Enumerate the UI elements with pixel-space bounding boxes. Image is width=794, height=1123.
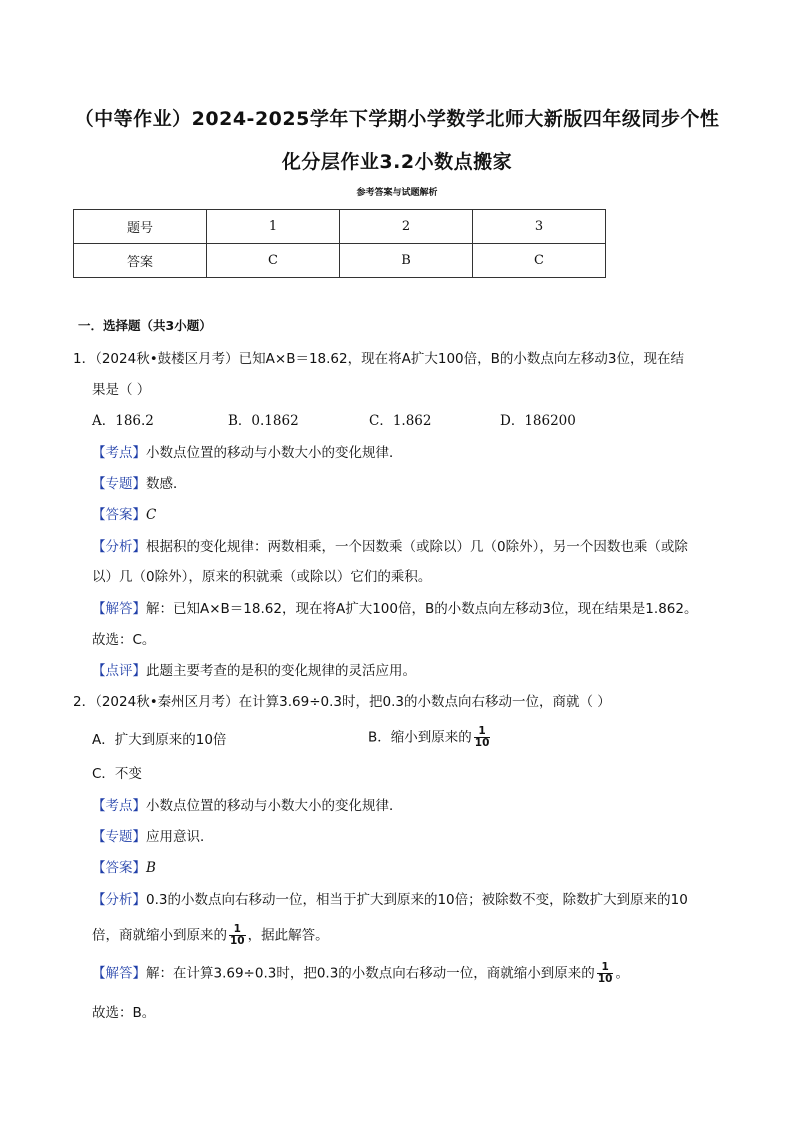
q2-jieda-fraction bbox=[597, 962, 614, 985]
q2-option-b bbox=[368, 726, 492, 749]
q2-fenxi-text-3: ，据此解答。 bbox=[247, 927, 329, 944]
q1-stem-line-1: 1．（2024秋•鼓楼区月考）已知A×B＝18.62，现在将A扩大100倍，B的小数点向左移动3位，现在结 bbox=[73, 351, 684, 367]
doc-title-line-2: 化分层作业3.2小数点搬家 bbox=[281, 151, 513, 173]
q1-zhuanti bbox=[92, 474, 187, 494]
q1-fenxi-tag: 【分析】 bbox=[92, 539, 146, 555]
q2-fenxi-fraction bbox=[229, 924, 246, 947]
q1-daan-tag: 【答案】 bbox=[92, 507, 146, 523]
q1-dianping bbox=[92, 661, 416, 681]
q1-dianping-tag: 【点评】 bbox=[92, 663, 146, 679]
q1-dianping-text: 此题主要考查的是积的变化规律的灵活应用。 bbox=[146, 663, 416, 679]
q2-fenxi-text-2: 倍，商就缩小到原来的 bbox=[92, 927, 227, 944]
fraction-denominator: 10 bbox=[474, 737, 490, 749]
q1-stem-line-2: 果是（ ） bbox=[92, 382, 151, 398]
q1-jieda-text: 解：已知A×B＝18.62，现在将A扩大100倍，B的小数点向左移动3位，现在结果是1.862。 bbox=[146, 601, 698, 617]
q2-jieda-tag: 【解答】 bbox=[92, 965, 146, 982]
q1-kaodian-text: 小数点位置的移动与小数大小的变化规律． bbox=[146, 445, 403, 461]
doc-title-line-1: （中等作业）2024-2025学年下学期小学数学北师大新版四年级同步个性 bbox=[74, 108, 720, 130]
answer-table-number: 3 bbox=[473, 210, 606, 244]
q2-zhuanti-tag: 【专题】 bbox=[92, 829, 146, 845]
q1-option-c: C．1.862 bbox=[369, 413, 432, 429]
q1-daan bbox=[92, 505, 156, 525]
q1-jieda bbox=[92, 599, 697, 619]
q1-zhuanti-tag: 【专题】 bbox=[92, 476, 146, 492]
answer-table-answer: B bbox=[340, 244, 473, 278]
q2-jieda-text: 解：在计算3.69÷0.3时，把0.3的小数点向右移动一位，商就缩小到原来的 bbox=[146, 965, 595, 982]
q2-daan-tag: 【答案】 bbox=[92, 860, 146, 876]
q2-kaodian-tag: 【考点】 bbox=[92, 798, 146, 814]
q1-kaodian-tag: 【考点】 bbox=[92, 445, 146, 461]
q1-daan-text: C bbox=[146, 507, 157, 523]
answer-table-header-row bbox=[74, 210, 606, 244]
q2-daan-text: B bbox=[146, 860, 156, 876]
q2-option-a: A．扩大到原来的10倍 bbox=[92, 732, 227, 748]
fraction-numerator: 1 bbox=[597, 962, 614, 974]
q1-kaodian bbox=[92, 443, 403, 463]
section-title: 一．选择题（共3小题） bbox=[78, 318, 212, 333]
answer-table-answer: C bbox=[473, 244, 606, 278]
answer-table-answer-row bbox=[74, 244, 606, 278]
q1-zhuanti-text: 数感． bbox=[146, 476, 187, 492]
fraction-denominator: 10 bbox=[597, 973, 613, 985]
answer-table-answer-label: 答案 bbox=[74, 244, 207, 278]
q2-kaodian-text: 小数点位置的移动与小数大小的变化规律． bbox=[146, 798, 403, 814]
q1-fenxi-line-1 bbox=[92, 537, 688, 557]
q2-fenxi-tag: 【分析】 bbox=[92, 892, 146, 908]
q1-option-a: A．186.2 bbox=[92, 413, 154, 429]
q1-option-b: B．0.1862 bbox=[228, 413, 299, 429]
q2-zhuanti-text: 应用意识． bbox=[146, 829, 214, 845]
q1-option-d: D．186200 bbox=[500, 413, 576, 429]
q1-fenxi-line-2: 以）几（0除外），原来的积就乘（或除以）它们的乘积。 bbox=[92, 569, 432, 585]
q1-fenxi-text-1: 根据积的变化规律：两数相乘，一个因数乘（或除以）几（0除外），另一个因数也乘（或除 bbox=[146, 539, 688, 555]
fraction-numerator: 1 bbox=[229, 924, 246, 936]
q2-jieda-text-end: 。 bbox=[615, 965, 629, 982]
answer-table bbox=[73, 209, 606, 278]
q2-option-b-text: B．缩小到原来的 bbox=[368, 729, 472, 746]
fraction-numerator: 1 bbox=[474, 726, 491, 738]
q1-jieda-tag: 【解答】 bbox=[92, 601, 146, 617]
q2-zhuanti bbox=[92, 827, 214, 847]
q2-fenxi-line-1 bbox=[92, 890, 688, 910]
answer-table-answer: C bbox=[207, 244, 340, 278]
q2-fenxi-text-1: 0.3的小数点向右移动一位，相当于扩大到原来的10倍；被除数不变，除数扩大到原来的10 bbox=[146, 892, 688, 908]
q2-option-b-fraction bbox=[474, 726, 491, 749]
q2-kaodian bbox=[92, 796, 403, 816]
q2-option-c: C．不变 bbox=[92, 766, 142, 782]
answer-table-number: 1 bbox=[207, 210, 340, 244]
q2-guxuan: 故选：B。 bbox=[92, 1005, 156, 1021]
q2-daan bbox=[92, 858, 156, 878]
q2-stem: 2．（2024秋•秦州区月考）在计算3.69÷0.3时，把0.3的小数点向右移动一位，商就（ ） bbox=[73, 694, 611, 710]
answer-table-number: 2 bbox=[340, 210, 473, 244]
doc-subtitle: 参考答案与试题解析 bbox=[356, 188, 438, 198]
q2-jieda bbox=[92, 962, 629, 985]
q2-fenxi-line-2 bbox=[92, 924, 329, 947]
q1-guxuan: 故选：C。 bbox=[92, 632, 156, 648]
answer-table-header-label: 题号 bbox=[74, 210, 207, 244]
fraction-denominator: 10 bbox=[230, 935, 245, 947]
